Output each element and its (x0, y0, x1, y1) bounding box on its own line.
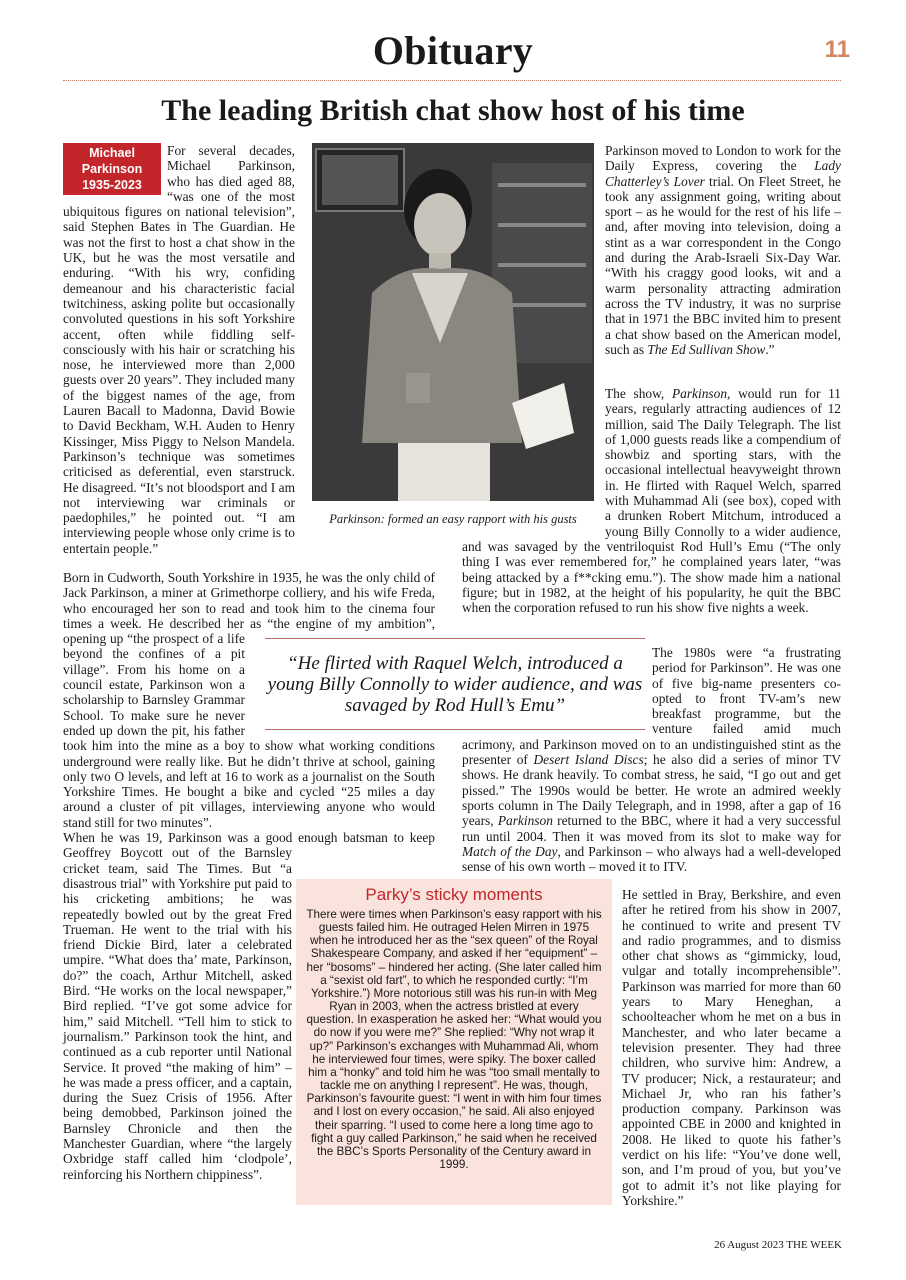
tag-float-spacer (63, 143, 167, 195)
paragraph-6-part-a: The 1980s were “a frustrating period for Parkinson”. He was one of five big-name presenters co-opted to front TV-am’s new breakfast programme, but the venture failed amid much acrimony, and Parkinson moved on to an undistinguished stint as the presenter of (462, 645, 841, 768)
paragraph-6-title-1: Desert Island Discs (533, 752, 644, 768)
photo-float-spacer (462, 386, 605, 536)
paragraph-5-part-b: , would run for 11 years, regularly attracting audiences of 12 million, said The Daily Telegraph. The list of 1,000 guests reads like a compendium of showbiz and sporting stars, with the occasional intellectual heavyweight thrown in. He flirted with Raquel Welch, sparred with Muhammad Ali (see box), coped with a drunken Robert Mitchum, introduced a young Billy Connolly to a wider audience, and was savaged by the ventriloquist Rod Hull’s Emu (“The only thing I was ever remembered for,” he complained years later, “was being attacked by a f**cking emu.”). The show made him a national figure; but in 1982, at the height of his popularity, he quit the BBC when the corporation refused to run his show five nights a week. (462, 386, 841, 616)
paragraph-1: For several decades, Michael Parkinson, who has died aged 88, “was one of the most ubiquitous figures on national television”, said Stephen Bates in The Guardian. He was not the first to host a chat show in the UK, but he was the most versatile and enduring. “With his wry, confiding demeanour and his characteristic facial twitchiness, asking polite but occasionally convoluted questions in his soft Yorkshire accent, often while fiddling self-consciously with his hair or scratching his nose, he interviewed more than 2,000 guests over 20 years”. They included many of the biggest names of the age, from Lauren Bacall to Madonna, David Bowie to David Beckham, W.H. Auden to Henry Kissinger, Miss Piggy to Nelson Mandela. Parkinson’s technique was sometimes criticised as deferential, even starstruck. He disagreed. “It’s not bloodsport and I am not interviewing war criminals or paedophiles,” he pointed out. “I am interviewing people whose only crime is to entertain people.” (63, 143, 295, 556)
paragraph-6-part-c: returned to the BBC, where it had a very successful run until 2004. Then it was moved from its slot to make way for (462, 813, 842, 844)
article-column-right-bottom (622, 887, 841, 1212)
paragraph-4-part-b: trial. On Fleet Street, he took any assignment going, writing about sport – as he would for the rest of his life – and, after moving into television, doing a stint as a war correspondent in the Congo and during the Arab-Israeli Six-Day War. “With his craggy good looks, wit and a warm personality attracting admiration across the TV industry, it was no surprise that in 1971 the BBC invited him to present a chat show based on the American model, such as (605, 173, 842, 357)
sidebar-box-title: Parky’s sticky moments (365, 885, 543, 904)
page-footer: 26 August 2023 THE WEEK (714, 1239, 842, 1251)
article-column-left-top (63, 143, 295, 556)
paragraph-4-title-2: The Ed Sullivan Show (647, 341, 766, 357)
article-column-right-top (605, 143, 841, 379)
name-tag-last: Parkinson (81, 162, 143, 176)
photo-caption: Parkinson: formed an easy rapport with his gusts (329, 512, 577, 526)
paragraph-4-part-a: Parkinson moved to London to work for the Daily Express, covering the (605, 143, 841, 174)
pullquote-float-spacer-right (462, 645, 652, 733)
header-divider (63, 80, 841, 81)
paragraph-4-part-c: .” (765, 341, 775, 357)
sidebar-box-body: There were times when Parkinson’s easy rapport with his guests failed him. He outraged Helen Mirren in 1975 when he introduced her as the “sex queen” of the Royal Shakespeare Company, and asked if her “equipment” – her “bosoms” – hindered her acting. (She later called him a “sexist old fart”, to which he responded curtly: “I’m Yorkshire.”) More notorious still was his run-in with Meg Ryan in 2003, when the actress bristled at every question. In exasperation he asked her: “What would you do now if you were me?” She replied: “Why not wrap it up?” Parkinson’s exchanges with Muhammad Ali, whom he interviewed four times, were spiky. The boxer called him a “honky” and told him he was “too small mentally to tackle me on anything I represent”. He was, though, Parkinson’s favourite guest: “I went in with him four times and I lost on every occasion,” he said. Ali also enjoyed their sparring. “I used to come here a long time ago to fight a guy called Parkinson,” he said when he received the BBC’s Sports Personality of the Century award in 1999. (306, 908, 602, 1171)
section-title: Obituary (372, 28, 534, 73)
article-column-right-mid (462, 386, 841, 636)
article-column-right-lower (462, 645, 842, 875)
paragraph-4 (605, 143, 841, 357)
paragraph-6-title-3: Match of the Day (462, 843, 558, 859)
pull-quote: “He flirted with Raquel Welch, introduced a young Billy Connolly to wider audience, and was savaged by Rod Hull’s Emu” (265, 638, 645, 730)
sidebar-box (296, 879, 612, 1205)
paragraph-6-part-b: ; he also did a series of minor TV shows. He drank heavily. To combat stress, he said, “I go out and get pissed.” The 1990s would be better. He wrote an admired weekly sports column in The Daily Telegraph, and in 1998, after a gap of 16 years, (462, 752, 841, 829)
paragraph-7: He settled in Bray, Berkshire, and even after he retired from his show in 2007, he continued to write and present TV and radio programmes, and to dismiss other chat shows as “gimmicky, loud, vulgar and totally incomprehensible”. Parkinson was married for more than 60 years to Mary Heneghan, a schoolteacher whom he met on a bus in Manchester, and who later became a television presenter. They had three children, who survive him: Andrew, a TV producer; Nick, a restaurateur; and Michael Jr, who ran his father’s production company. Parkinson was appointed CBE in 2000 and knighted in 2008. He liked to quote his father’s verdict on his life: “You’ve done well, son, and I’m proud of you, but you’ve got to admit it’s not like playing for Yorkshire.” (622, 887, 841, 1208)
name-tag-years: 1935-2023 (82, 178, 142, 192)
paragraph-4-title-1: Lady Chatterley’s Lover (605, 158, 841, 189)
name-tag-first: Michael (89, 146, 135, 160)
paragraph-6-title-2: Parkinson (497, 813, 553, 829)
paragraph-3: When he was 19, Parkinson was a good enough batsman to keep Geoffrey Boycott out of the Barnsley cricket team, said The Times. But “a disastrous trial” with Yorkshire put paid to his cricketing ambitions; he was repeatedly bowled out by the great Fred Trueman. He went to the trial with his friend Dickie Bird, later a celebrated umpire. “What does tha’ mate, Parkinson, do?” the coach, Arthur Mitchell, asked Bird. “He works on the local newspaper,” Bird replied. “I’ve got some advice for him,” said Mitchell. “Tell him to stick to journalism.” Parkinson took the hint, and continued as a cub reporter until National Service. It proved “the making of him” – he was made a press officer, and a captain, during the Suez Crisis of 1956. After being demobbed, Parkinson joined the Barnsley Chronicle and then the Manchester Guardian, where “the largely Oxbridge staff called him ‘clodpole’, reinforcing his Northern chippiness”. (63, 830, 435, 1182)
paragraph-6-part-d: , and Parkinson – who always had a well-developed sense of his own worth – moved it to ITV. (462, 843, 841, 875)
paragraph-5-part-a: The show, (605, 386, 672, 401)
paragraph-5-title: Parkinson (671, 386, 728, 401)
headline: The leading British chat show host of his time (161, 94, 745, 127)
paragraph-2: Born in Cudworth, South Yorkshire in 1935, he was the only child of Jack Parkinson, a miner at Grimethorpe colliery, and his wife Freda, who encouraged her son to read and took him to the cinema four times a week. He described her as “the engine of my ambition”, opening up “the prospect of a life beyond the confines of a pit village”. From his home on a council estate, Parkinson won a scholarship to Barnsley Grammar School. To make sure he never ended up down the pit, his father took him into the mine as a boy to show what working conditions underground were really like. But he didn’t thrive at school, gaining only two O levels, and left at 16 to work as a journalist on the South Yorkshire Times. He bought a bike and cycled “25 miles a day around a cluster of pit villages, interviewing anyone who would stand still for two minutes”. (63, 570, 435, 830)
page-number: 11 (824, 36, 850, 63)
